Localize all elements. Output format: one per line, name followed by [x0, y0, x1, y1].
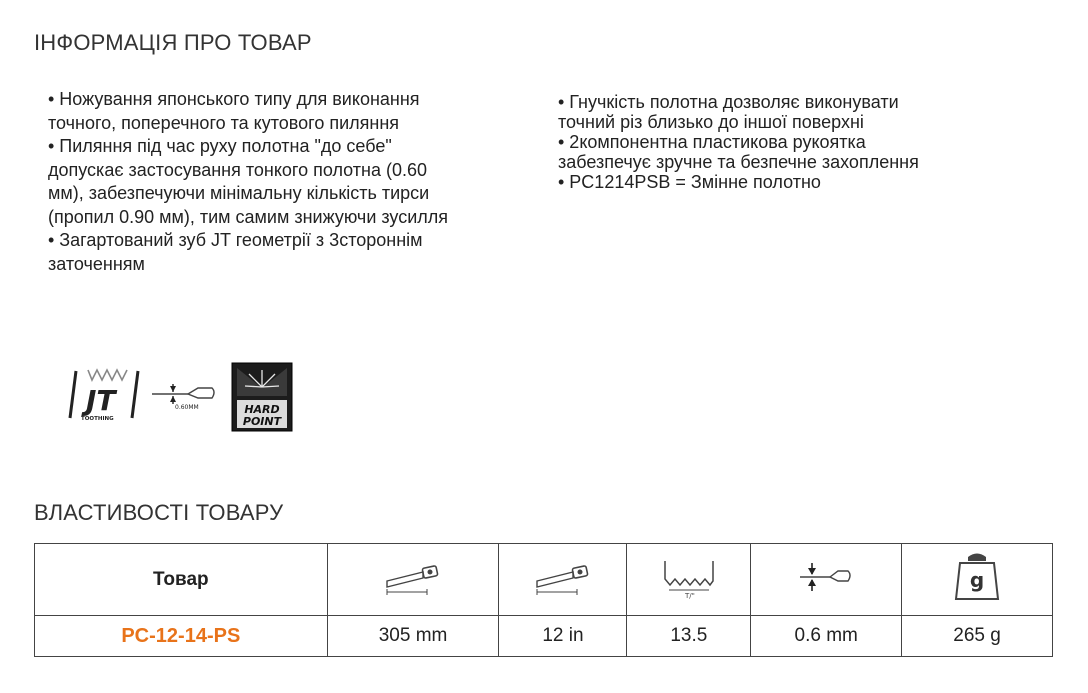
properties-section-title: ВЛАСТИВОСТІ ТОВАРУ — [34, 500, 284, 525]
tpi-caption: T/" — [684, 592, 695, 599]
product-code: PC-12-14-PS — [121, 624, 241, 647]
properties-value-row — [35, 616, 1053, 657]
jt-toothing-icon — [66, 366, 142, 424]
hard-point-line2: POINT — [242, 415, 282, 428]
properties-header-row — [35, 544, 1053, 616]
header-length-in-cell — [499, 544, 627, 616]
info-bullet-handle: • 2компонентна пластикова рукоятка забезпечує зручне та безпечне захоплення — [558, 132, 919, 172]
length-in-value: 12 in — [499, 616, 627, 657]
tpi-teeth-icon — [659, 555, 719, 599]
info-bullet-replacement-blade: • PC1214PSB = Змінне полотно — [558, 172, 821, 192]
length-mm-value: 305 mm — [327, 616, 499, 657]
properties-table — [34, 543, 1053, 657]
product-code-cell — [35, 616, 328, 657]
header-length-mm-cell — [327, 544, 499, 616]
thickness-value: 0.6 mm — [751, 616, 902, 657]
header-tpi-cell — [627, 544, 751, 616]
header-product-cell — [35, 544, 328, 616]
info-left-column — [48, 88, 538, 276]
info-section-title: ІНФОРМАЦІЯ ПРО ТОВАР — [34, 30, 312, 55]
weight-value: 265 g — [902, 616, 1053, 657]
blade-thickness-icon — [796, 555, 856, 599]
hard-point-icon — [231, 362, 293, 432]
weight-icon — [952, 551, 1002, 603]
blade-length-mm-icon — [383, 557, 443, 597]
thickness-badge-caption: 0.60MM — [175, 404, 199, 411]
header-weight-cell — [902, 544, 1053, 616]
info-right-column — [558, 92, 1028, 192]
weight-symbol: g — [969, 568, 985, 592]
info-bullet-flexible-blade: • Гнучкість полотна дозволяє виконувати точний різ близько до іншої поверхні — [558, 92, 899, 132]
jt-logo-text: JT — [86, 384, 116, 417]
blade-length-in-icon — [533, 557, 593, 597]
blade-thickness-badge-icon — [150, 376, 220, 412]
header-thickness-cell — [751, 544, 902, 616]
jt-caption: TOOTHING — [81, 416, 114, 422]
hard-point-line1: HARD — [244, 403, 280, 416]
header-product-label: Товар — [153, 568, 209, 590]
tpi-value: 13.5 — [627, 616, 751, 657]
info-bullet-pull-cut: • Пиляння під час руху полотна "до себе" допускає застосування тонкого полотна (0.60 мм), забезпечуючи мінімальну кількість тирси (пропил 0.90 мм), тим самим знижуючи зусилля — [48, 136, 449, 227]
info-bullet-japanese-saw: • Ножування японського типу для виконання точного, поперечного та кутового пиляння — [48, 89, 420, 133]
info-bullet-hardened-teeth: • Загартований зуб JT геометрії з 3стороннім заточенням — [48, 230, 423, 274]
